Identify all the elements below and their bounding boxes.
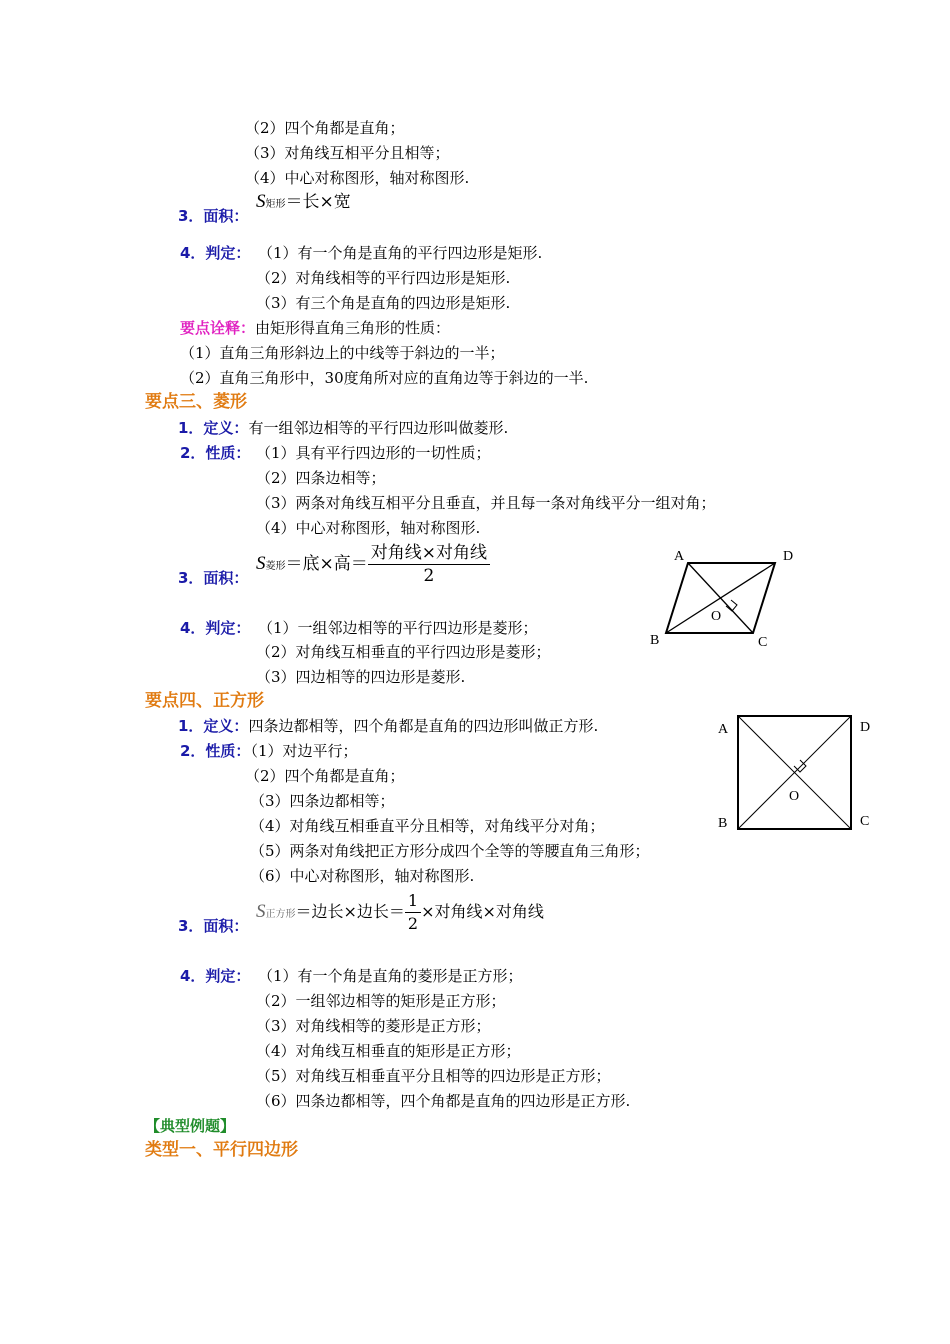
- rect-area-subscript: 矩形: [265, 199, 286, 210]
- rhombus-judge-2: （2）对角线互相垂直的平行四边形是菱形；: [256, 643, 551, 661]
- rhombus-area-denominator: 2: [423, 566, 435, 586]
- square-label-c: C: [860, 814, 870, 829]
- square-judge-6: （6）四条边都相等，四个角都是直角的四边形是正方形.: [256, 1092, 631, 1110]
- rect-note-text: 由矩形得直角三角形的性质：: [255, 319, 451, 337]
- square-area-expression-1: ＝边长×边长＝: [295, 902, 405, 921]
- rhombus-area-formula: [256, 540, 490, 591]
- rect-prop-3: （3）对角线互相平分且相等；: [245, 144, 450, 162]
- rect-note-1: （1）直角三角形斜边上的中线等于斜边的一半；: [180, 344, 505, 362]
- rhombus-prop-4: （4）中心对称图形，轴对称图形.: [256, 519, 481, 537]
- square-definition: [178, 716, 598, 736]
- rhombus-definition: [178, 418, 508, 438]
- square-judge-label: 4．判定：: [180, 967, 251, 985]
- rect-prop-2: （2）四个角都是直角；: [245, 119, 405, 137]
- square-figure: [710, 708, 880, 838]
- square-right-angle-mark: [794, 760, 806, 772]
- rhombus-label-o: O: [711, 609, 722, 624]
- rhombus-judge-3: （3）四边相等的四边形是菱形.: [256, 668, 466, 686]
- rhombus-area-numerator: 对角线×对角线: [368, 542, 490, 565]
- square-area-expression-2: ×对角线×对角线: [421, 902, 544, 921]
- rhombus-area-expression: ＝底×高＝: [285, 554, 368, 574]
- rhombus-heading: 要点三、菱形: [145, 392, 247, 412]
- rect-area-label: 3．面积：: [178, 207, 249, 225]
- rect-judge-3: （3）有三个角是直角的四边形是矩形.: [256, 294, 511, 312]
- rhombus-label-b: B: [650, 633, 660, 648]
- rhombus-judge-1: （1）一组邻边相等的平行四边形是菱形；: [258, 619, 538, 637]
- rhombus-prop-1: （1）具有平行四边形的一切性质；: [256, 444, 491, 462]
- rect-area-symbol: S: [256, 191, 266, 212]
- rhombus-def-text: 有一组邻边相等的平行四边形叫做菱形.: [248, 419, 509, 437]
- square-prop-6: （6）中心对称图形，轴对称图形.: [250, 867, 475, 885]
- rect-area-expression: ＝长×宽: [285, 192, 351, 212]
- rhombus-label-d: D: [783, 549, 794, 564]
- square-area-fraction: [405, 890, 421, 935]
- rhombus-area-label: 3．面积：: [178, 569, 249, 587]
- square-label-d: D: [860, 720, 871, 735]
- rect-area-formula: [256, 190, 351, 217]
- square-area-numerator: 1: [405, 890, 421, 913]
- rhombus-area-subscript: 菱形: [265, 561, 286, 572]
- examples-type-1: 类型一、平行四边形: [145, 1140, 298, 1160]
- examples-heading: 【典型例题】: [145, 1117, 236, 1135]
- square-label-b: B: [718, 816, 728, 831]
- square-prop-1: （1）对边平行；: [250, 742, 358, 760]
- square-judge-4: （4）对角线互相垂直的矩形是正方形；: [256, 1042, 521, 1060]
- rect-prop-4: （4）中心对称图形，轴对称图形.: [245, 169, 470, 187]
- square-def-text: 四条边都相等，四个角都是直角的四边形叫做正方形.: [248, 717, 599, 735]
- rhombus-figure: [640, 540, 810, 655]
- square-judge-5: （5）对角线互相垂直平分且相等的四边形是正方形；: [256, 1067, 611, 1085]
- square-area-subscript: 正方形: [265, 909, 296, 920]
- square-prop-4: （4）对角线互相垂直平分且相等，对角线平分对角；: [250, 817, 605, 835]
- square-heading: 要点四、正方形: [145, 691, 264, 711]
- rhombus-area-fraction: [368, 542, 490, 587]
- square-label-a: A: [718, 722, 729, 737]
- square-judge-1: （1）有一个角是直角的菱形是正方形；: [258, 967, 523, 985]
- square-area-label: 3．面积：: [178, 917, 249, 935]
- rhombus-label-a: A: [674, 549, 685, 564]
- square-judge-2: （2）一组邻边相等的矩形是正方形；: [256, 992, 506, 1010]
- rhombus-prop-3: （3）两条对角线互相平分且垂直，并且每一条对角线平分一组对角；: [256, 494, 716, 512]
- rect-judge-1: （1）有一个角是直角的平行四边形是矩形.: [258, 244, 543, 262]
- square-prop-1-line: [180, 741, 357, 761]
- rhombus-prop-label: 2．性质：: [180, 444, 251, 462]
- rect-note-label: 要点诠释：: [180, 319, 256, 337]
- square-prop-3: （3）四条边都相等；: [250, 792, 395, 810]
- square-prop-2: （2）四个角都是直角；: [245, 767, 405, 785]
- rect-judge-2: （2）对角线相等的平行四边形是矩形.: [256, 269, 511, 287]
- rhombus-prop-2: （2）四条边相等；: [256, 469, 386, 487]
- square-label-o: O: [789, 789, 800, 804]
- rect-note-2: （2）直角三角形中，30度角所对应的直角边等于斜边的一半.: [180, 369, 589, 387]
- square-area-denominator: 2: [407, 914, 419, 933]
- rect-judge-label: 4．判定：: [180, 244, 251, 262]
- square-prop-5: （5）两条对角线把正方形分成四个全等的等腰直角三角形；: [250, 842, 650, 860]
- rhombus-label-c: C: [758, 635, 768, 650]
- square-judge-3: （3）对角线相等的菱形是正方形；: [256, 1017, 491, 1035]
- rhombus-area-symbol: S: [256, 553, 266, 574]
- square-prop-label: 2．性质：: [180, 742, 251, 760]
- rhombus-def-label: 1．定义：: [178, 419, 249, 437]
- square-area-formula: [256, 888, 544, 939]
- rhombus-judge-label: 4．判定：: [180, 619, 251, 637]
- square-area-symbol: S: [256, 901, 266, 922]
- rect-note: [180, 318, 450, 338]
- square-def-label: 1．定义：: [178, 717, 249, 735]
